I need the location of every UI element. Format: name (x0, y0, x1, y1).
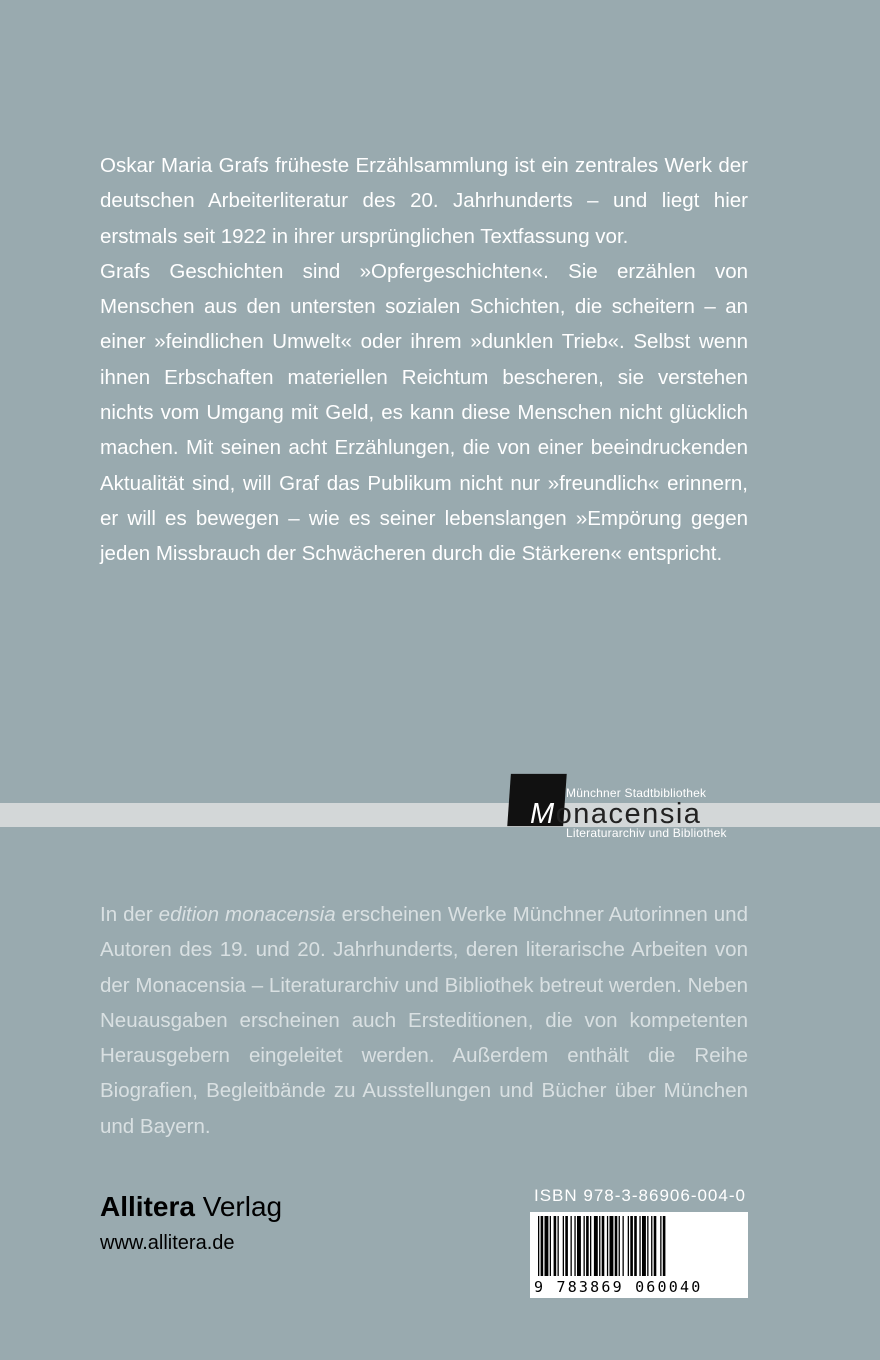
barcode-bar (610, 1216, 614, 1276)
barcode-bar (660, 1216, 661, 1276)
barcode-bar (538, 1216, 539, 1276)
barcode-bar (615, 1216, 618, 1276)
barcode-bar (654, 1216, 657, 1276)
barcode-bar (565, 1216, 568, 1276)
isbn-label: ISBN 978-3-86906-004-0 (534, 1186, 746, 1205)
publisher-name-rest: Verlag (194, 1191, 283, 1222)
logo-initial: M (530, 798, 556, 830)
barcode-bar (577, 1216, 581, 1276)
barcode-bar (639, 1216, 640, 1276)
barcode-bar (647, 1216, 648, 1276)
blurb-text (100, 148, 748, 572)
barcode-bar (630, 1216, 633, 1276)
barcode-bar (663, 1216, 666, 1276)
series-description (100, 897, 748, 1144)
series-intro: In der (100, 903, 159, 926)
barcode-bar (584, 1216, 585, 1276)
barcode-bar (634, 1216, 637, 1276)
series-edition-name: edition monacensia (158, 903, 336, 926)
barcode-bar (574, 1216, 575, 1276)
blurb-paragraph-2: Grafs Geschichten sind »Opfergeschichten«. Sie erzählen von Menschen aus den untersten sozialen Schichten, die scheitern – an einer »feindlichen Umwelt« oder ihrem »dunklen Trieb«. Selbst wenn ihnen Erbschaften materiellen Reichtum bescheren, sie verstehen nichts vom Umgang mit Geld, es kann diese Menschen nicht glücklich machen. Mit seinen acht Erzählungen, die von einer beeindruckenden Aktualität sind, will Graf das Publikum nicht nur »freundlich« erinnern, er will es bewegen – wie es seiner lebenslangen »Empörung gegen jeden Missbrauch der Schwächeren durch die Stärkeren« entspricht. (100, 259, 748, 566)
series-text: erscheinen Werke Münchner Autorinnen und Autoren des 19. und 20. Jahrhunderts, deren literarische Arbeiten von der Monacensia – Literaturarchiv und Bibliothek betreut werden. Neben Neuausgaben erscheinen auch Ersteditionen, die von kompetenten Herausgebern eingeleitet werden. Außerdem enthält die Reihe Biografien, Begleitbände zu Ausstellungen und Bücher über München und Bayern. (100, 903, 748, 1138)
barcode-bar (602, 1216, 605, 1276)
barcode-bar (594, 1216, 598, 1276)
barcode-icon (530, 1212, 748, 1280)
divider-band (0, 803, 880, 827)
barcode-bar (623, 1216, 624, 1276)
barcode-bar (541, 1216, 544, 1276)
publisher-url[interactable]: www.allitera.de (100, 1232, 235, 1254)
blurb-paragraph-1: Oskar Maria Grafs früheste Erzählsammlung ist ein zentrales Werk der deutschen Arbeiterliteratur des 20. Jahrhunderts – und liegt hier erstmals seit 1922 in ihrer ursprünglichen Textfassung vor. (100, 154, 748, 248)
barcode-bar (558, 1216, 559, 1276)
publisher-name-bold: Allitera (100, 1191, 195, 1222)
barcode-bar (590, 1216, 591, 1276)
barcode-digits: 9 783869 060040 (530, 1278, 748, 1298)
logo-bottom-line: Literaturarchiv und Bibliothek (566, 826, 727, 840)
barcode-bar (607, 1216, 608, 1276)
barcode-bar (554, 1216, 557, 1276)
logo-wordmark-rest: onacensia (555, 798, 702, 830)
logo-top-line: Münchner Stadtbibliothek (566, 786, 707, 800)
publisher-name (100, 1188, 282, 1226)
barcode-bar (619, 1216, 620, 1276)
barcode-bar (651, 1216, 652, 1276)
barcode-bar (642, 1216, 646, 1276)
barcode-bar (586, 1216, 589, 1276)
barcode-bar (563, 1216, 564, 1276)
barcode-bar (628, 1216, 629, 1276)
barcode-bar (599, 1216, 600, 1276)
barcode-bar (550, 1216, 551, 1276)
publisher-block (100, 1188, 282, 1260)
barcode-bar (545, 1216, 549, 1276)
barcode-bar (571, 1216, 572, 1276)
